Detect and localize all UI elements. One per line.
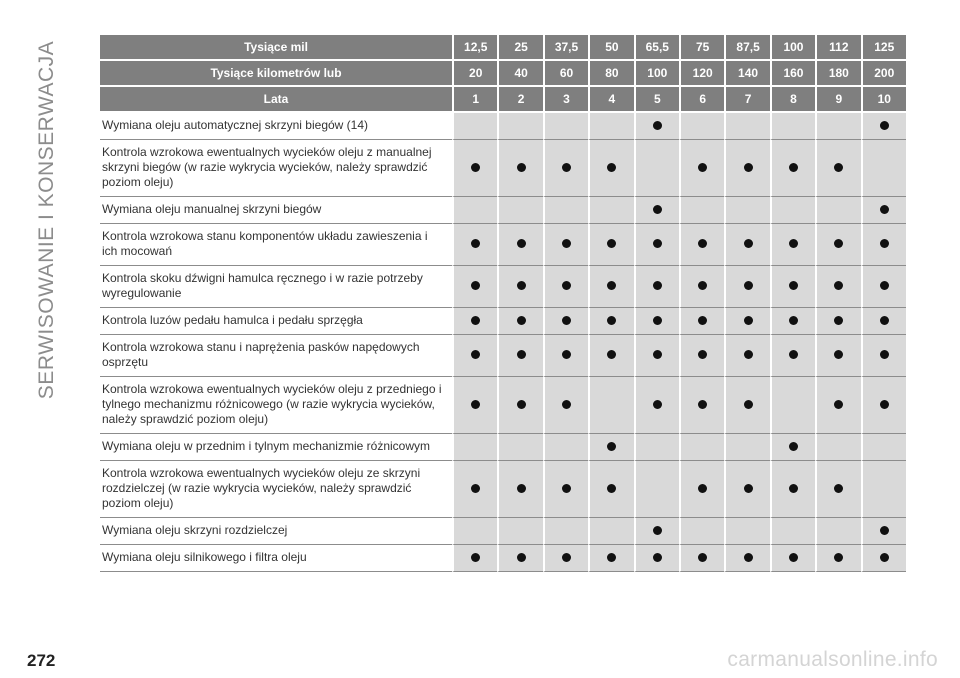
scheduled-dot-icon bbox=[562, 316, 571, 325]
schedule-cell bbox=[543, 461, 588, 518]
scheduled-dot-icon bbox=[562, 350, 571, 359]
schedule-cell bbox=[861, 308, 906, 335]
schedule-cell bbox=[770, 335, 815, 377]
schedule-cell bbox=[452, 434, 497, 461]
schedule-cell bbox=[452, 377, 497, 434]
header-interval-value: 1 bbox=[452, 87, 497, 113]
schedule-cell bbox=[815, 461, 860, 518]
header-interval-value: 10 bbox=[861, 87, 906, 113]
schedule-cell bbox=[497, 224, 542, 266]
scheduled-dot-icon bbox=[653, 526, 662, 535]
section-title: SERWISOWANIE I KONSERWACJA bbox=[35, 40, 59, 400]
scheduled-dot-icon bbox=[789, 350, 798, 359]
schedule-cell bbox=[588, 113, 633, 140]
scheduled-dot-icon bbox=[789, 163, 798, 172]
schedule-cell bbox=[588, 197, 633, 224]
scheduled-dot-icon bbox=[744, 400, 753, 409]
schedule-cell bbox=[861, 545, 906, 572]
schedule-cell bbox=[634, 113, 679, 140]
scheduled-dot-icon bbox=[834, 553, 843, 562]
scheduled-dot-icon bbox=[698, 484, 707, 493]
header-interval-value: 9 bbox=[815, 87, 860, 113]
schedule-cell bbox=[815, 266, 860, 308]
scheduled-dot-icon bbox=[880, 205, 889, 214]
schedule-cell bbox=[679, 461, 724, 518]
maintenance-task-label: Wymiana oleju silnikowego i filtra oleju bbox=[100, 545, 452, 572]
maintenance-task-label: Wymiana oleju skrzyni rozdzielczej bbox=[100, 518, 452, 545]
scheduled-dot-icon bbox=[471, 400, 480, 409]
header-interval-value: 125 bbox=[861, 35, 906, 61]
scheduled-dot-icon bbox=[517, 350, 526, 359]
maintenance-task-label: Kontrola wzrokowa stanu komponentów układu zawieszenia i ich mocowań bbox=[100, 224, 452, 266]
header-interval-value: 25 bbox=[497, 35, 542, 61]
schedule-cell bbox=[634, 308, 679, 335]
schedule-cell bbox=[543, 377, 588, 434]
schedule-cell bbox=[497, 335, 542, 377]
schedule-cell bbox=[497, 518, 542, 545]
schedule-cell bbox=[543, 197, 588, 224]
scheduled-dot-icon bbox=[880, 316, 889, 325]
schedule-cell bbox=[588, 518, 633, 545]
schedule-cell bbox=[452, 518, 497, 545]
scheduled-dot-icon bbox=[834, 239, 843, 248]
scheduled-dot-icon bbox=[471, 163, 480, 172]
table-row bbox=[100, 224, 906, 266]
header-row bbox=[100, 35, 906, 61]
scheduled-dot-icon bbox=[607, 553, 616, 562]
scheduled-dot-icon bbox=[789, 442, 798, 451]
schedule-cell bbox=[679, 308, 724, 335]
maintenance-task-label: Kontrola luzów pedału hamulca i pedału sprzęgła bbox=[100, 308, 452, 335]
schedule-cell bbox=[770, 197, 815, 224]
schedule-cell bbox=[543, 518, 588, 545]
scheduled-dot-icon bbox=[744, 163, 753, 172]
schedule-cell bbox=[770, 266, 815, 308]
header-interval-value: 20 bbox=[452, 61, 497, 87]
scheduled-dot-icon bbox=[698, 316, 707, 325]
schedule-cell bbox=[770, 308, 815, 335]
header-interval-value: 100 bbox=[770, 35, 815, 61]
schedule-cell bbox=[679, 140, 724, 197]
table-row bbox=[100, 308, 906, 335]
schedule-cell bbox=[634, 461, 679, 518]
scheduled-dot-icon bbox=[880, 553, 889, 562]
table-row bbox=[100, 545, 906, 572]
schedule-cell bbox=[452, 335, 497, 377]
schedule-cell bbox=[634, 518, 679, 545]
scheduled-dot-icon bbox=[744, 350, 753, 359]
schedule-cell bbox=[452, 140, 497, 197]
scheduled-dot-icon bbox=[607, 239, 616, 248]
scheduled-dot-icon bbox=[698, 350, 707, 359]
scheduled-dot-icon bbox=[744, 281, 753, 290]
scheduled-dot-icon bbox=[517, 281, 526, 290]
header-interval-value: 5 bbox=[634, 87, 679, 113]
schedule-cell bbox=[679, 434, 724, 461]
scheduled-dot-icon bbox=[789, 553, 798, 562]
scheduled-dot-icon bbox=[880, 121, 889, 130]
maintenance-task-label: Kontrola wzrokowa ewentualnych wycieków oleju z przedniego i tylnego mechanizmu różnicowego (w razie wykrycia wycieków, należy sprawdzić poziom oleju) bbox=[100, 377, 452, 434]
header-row-label: Lata bbox=[100, 87, 452, 113]
scheduled-dot-icon bbox=[834, 350, 843, 359]
scheduled-dot-icon bbox=[880, 239, 889, 248]
scheduled-dot-icon bbox=[698, 281, 707, 290]
scheduled-dot-icon bbox=[607, 163, 616, 172]
schedule-cell bbox=[679, 197, 724, 224]
schedule-cell bbox=[770, 113, 815, 140]
schedule-cell bbox=[497, 140, 542, 197]
maintenance-task-label: Kontrola wzrokowa ewentualnych wycieków oleju z manualnej skrzyni biegów (w razie wykrycia wycieków, należy sprawdzić poziom oleju) bbox=[100, 140, 452, 197]
schedule-cell bbox=[724, 197, 769, 224]
schedule-cell bbox=[815, 308, 860, 335]
table-row bbox=[100, 461, 906, 518]
scheduled-dot-icon bbox=[744, 239, 753, 248]
schedule-cell bbox=[770, 377, 815, 434]
schedule-cell bbox=[634, 377, 679, 434]
table-row bbox=[100, 113, 906, 140]
schedule-cell bbox=[770, 434, 815, 461]
scheduled-dot-icon bbox=[834, 281, 843, 290]
header-interval-value: 6 bbox=[679, 87, 724, 113]
schedule-cell bbox=[452, 266, 497, 308]
scheduled-dot-icon bbox=[880, 526, 889, 535]
schedule-cell bbox=[543, 308, 588, 335]
schedule-cell bbox=[724, 434, 769, 461]
schedule-cell bbox=[815, 224, 860, 266]
schedule-cell bbox=[724, 335, 769, 377]
schedule-cell bbox=[634, 545, 679, 572]
schedule-cell bbox=[588, 545, 633, 572]
scheduled-dot-icon bbox=[517, 316, 526, 325]
maintenance-schedule bbox=[100, 35, 906, 572]
header-interval-value: 4 bbox=[588, 87, 633, 113]
header-interval-value: 37,5 bbox=[543, 35, 588, 61]
schedule-cell bbox=[497, 434, 542, 461]
schedule-cell bbox=[452, 197, 497, 224]
scheduled-dot-icon bbox=[834, 163, 843, 172]
scheduled-dot-icon bbox=[562, 239, 571, 248]
schedule-cell bbox=[452, 545, 497, 572]
scheduled-dot-icon bbox=[698, 239, 707, 248]
maintenance-task-label: Kontrola wzrokowa ewentualnych wycieków oleju ze skrzyni rozdzielczej (w razie wykrycia wycieków, należy sprawdzić poziom oleju) bbox=[100, 461, 452, 518]
scheduled-dot-icon bbox=[744, 553, 753, 562]
schedule-cell bbox=[679, 545, 724, 572]
scheduled-dot-icon bbox=[562, 281, 571, 290]
schedule-cell bbox=[861, 335, 906, 377]
scheduled-dot-icon bbox=[834, 316, 843, 325]
schedule-cell bbox=[497, 113, 542, 140]
schedule-cell bbox=[815, 197, 860, 224]
scheduled-dot-icon bbox=[607, 316, 616, 325]
schedule-cell bbox=[815, 518, 860, 545]
schedule-cell bbox=[724, 461, 769, 518]
scheduled-dot-icon bbox=[789, 281, 798, 290]
scheduled-dot-icon bbox=[653, 553, 662, 562]
schedule-cell bbox=[861, 197, 906, 224]
section-title-vertical bbox=[27, 30, 67, 410]
table-row bbox=[100, 335, 906, 377]
schedule-cell bbox=[452, 113, 497, 140]
schedule-cell bbox=[497, 266, 542, 308]
schedule-cell bbox=[724, 377, 769, 434]
header-interval-value: 160 bbox=[770, 61, 815, 87]
schedule-cell bbox=[452, 461, 497, 518]
table-row bbox=[100, 197, 906, 224]
table-row bbox=[100, 434, 906, 461]
scheduled-dot-icon bbox=[471, 316, 480, 325]
schedule-cell bbox=[861, 518, 906, 545]
maintenance-task-label: Wymiana oleju automatycznej skrzyni biegów (14) bbox=[100, 113, 452, 140]
schedule-cell bbox=[861, 434, 906, 461]
scheduled-dot-icon bbox=[562, 484, 571, 493]
schedule-cell bbox=[724, 545, 769, 572]
schedule-cell bbox=[588, 140, 633, 197]
schedule-cell bbox=[724, 308, 769, 335]
schedule-cell bbox=[724, 266, 769, 308]
scheduled-dot-icon bbox=[607, 442, 616, 451]
header-row-label: Tysiące mil bbox=[100, 35, 452, 61]
header-interval-value: 65,5 bbox=[634, 35, 679, 61]
schedule-cell bbox=[679, 518, 724, 545]
schedule-cell bbox=[815, 335, 860, 377]
table-body bbox=[100, 113, 906, 572]
schedule-cell bbox=[770, 140, 815, 197]
schedule-cell bbox=[770, 545, 815, 572]
schedule-cell bbox=[770, 518, 815, 545]
schedule-cell bbox=[634, 434, 679, 461]
header-interval-value: 112 bbox=[815, 35, 860, 61]
scheduled-dot-icon bbox=[471, 281, 480, 290]
schedule-cell bbox=[679, 113, 724, 140]
table-row bbox=[100, 140, 906, 197]
schedule-cell bbox=[861, 224, 906, 266]
schedule-cell bbox=[679, 335, 724, 377]
scheduled-dot-icon bbox=[789, 484, 798, 493]
scheduled-dot-icon bbox=[562, 553, 571, 562]
scheduled-dot-icon bbox=[653, 350, 662, 359]
maintenance-task-label: Kontrola wzrokowa stanu i naprężenia pasków napędowych osprzętu bbox=[100, 335, 452, 377]
header-row bbox=[100, 87, 906, 113]
table-row bbox=[100, 266, 906, 308]
scheduled-dot-icon bbox=[562, 163, 571, 172]
schedule-cell bbox=[588, 377, 633, 434]
scheduled-dot-icon bbox=[653, 121, 662, 130]
header-row bbox=[100, 61, 906, 87]
schedule-cell bbox=[815, 434, 860, 461]
table-header bbox=[100, 35, 906, 113]
scheduled-dot-icon bbox=[471, 484, 480, 493]
header-interval-value: 140 bbox=[724, 61, 769, 87]
header-interval-value: 80 bbox=[588, 61, 633, 87]
schedule-cell bbox=[634, 140, 679, 197]
schedule-cell bbox=[543, 140, 588, 197]
scheduled-dot-icon bbox=[607, 350, 616, 359]
header-interval-value: 200 bbox=[861, 61, 906, 87]
header-interval-value: 60 bbox=[543, 61, 588, 87]
schedule-cell bbox=[815, 140, 860, 197]
header-interval-value: 100 bbox=[634, 61, 679, 87]
schedule-cell bbox=[861, 461, 906, 518]
scheduled-dot-icon bbox=[517, 553, 526, 562]
schedule-cell bbox=[452, 224, 497, 266]
schedule-cell bbox=[861, 113, 906, 140]
table-row bbox=[100, 518, 906, 545]
header-interval-value: 12,5 bbox=[452, 35, 497, 61]
scheduled-dot-icon bbox=[653, 205, 662, 214]
scheduled-dot-icon bbox=[698, 163, 707, 172]
header-interval-value: 7 bbox=[724, 87, 769, 113]
header-row-label: Tysiące kilometrów lub bbox=[100, 61, 452, 87]
scheduled-dot-icon bbox=[653, 400, 662, 409]
schedule-cell bbox=[679, 377, 724, 434]
schedule-cell bbox=[543, 335, 588, 377]
maintenance-task-label: Wymiana oleju w przednim i tylnym mechanizmie różnicowym bbox=[100, 434, 452, 461]
schedule-cell bbox=[452, 308, 497, 335]
schedule-cell bbox=[497, 377, 542, 434]
schedule-cell bbox=[770, 461, 815, 518]
schedule-cell bbox=[588, 335, 633, 377]
schedule-cell bbox=[724, 224, 769, 266]
scheduled-dot-icon bbox=[880, 400, 889, 409]
scheduled-dot-icon bbox=[517, 400, 526, 409]
schedule-cell bbox=[497, 461, 542, 518]
maintenance-task-label: Kontrola skoku dźwigni hamulca ręcznego i w razie potrzeby wyregulowanie bbox=[100, 266, 452, 308]
schedule-cell bbox=[679, 224, 724, 266]
schedule-cell bbox=[861, 377, 906, 434]
schedule-cell bbox=[497, 308, 542, 335]
schedule-cell bbox=[724, 518, 769, 545]
scheduled-dot-icon bbox=[834, 400, 843, 409]
schedule-cell bbox=[634, 224, 679, 266]
scheduled-dot-icon bbox=[653, 239, 662, 248]
header-interval-value: 8 bbox=[770, 87, 815, 113]
header-interval-value: 50 bbox=[588, 35, 633, 61]
schedule-cell bbox=[543, 434, 588, 461]
scheduled-dot-icon bbox=[789, 239, 798, 248]
schedule-cell bbox=[497, 545, 542, 572]
scheduled-dot-icon bbox=[698, 400, 707, 409]
scheduled-dot-icon bbox=[789, 316, 798, 325]
scheduled-dot-icon bbox=[698, 553, 707, 562]
schedule-cell bbox=[588, 266, 633, 308]
schedule-cell bbox=[543, 224, 588, 266]
schedule-cell bbox=[543, 545, 588, 572]
header-interval-value: 180 bbox=[815, 61, 860, 87]
header-interval-value: 120 bbox=[679, 61, 724, 87]
schedule-cell bbox=[497, 197, 542, 224]
table-row bbox=[100, 377, 906, 434]
scheduled-dot-icon bbox=[471, 553, 480, 562]
header-interval-value: 87,5 bbox=[724, 35, 769, 61]
schedule-cell bbox=[543, 266, 588, 308]
scheduled-dot-icon bbox=[880, 281, 889, 290]
schedule-cell bbox=[724, 113, 769, 140]
schedule-cell bbox=[588, 461, 633, 518]
schedule-cell bbox=[543, 113, 588, 140]
scheduled-dot-icon bbox=[517, 484, 526, 493]
scheduled-dot-icon bbox=[517, 239, 526, 248]
header-interval-value: 40 bbox=[497, 61, 542, 87]
schedule-cell bbox=[815, 113, 860, 140]
maintenance-table bbox=[100, 35, 906, 572]
watermark: carmanualsonline.info bbox=[727, 648, 938, 671]
scheduled-dot-icon bbox=[744, 316, 753, 325]
scheduled-dot-icon bbox=[880, 350, 889, 359]
schedule-cell bbox=[634, 335, 679, 377]
maintenance-task-label: Wymiana oleju manualnej skrzyni biegów bbox=[100, 197, 452, 224]
scheduled-dot-icon bbox=[517, 163, 526, 172]
schedule-cell bbox=[634, 197, 679, 224]
schedule-cell bbox=[588, 434, 633, 461]
schedule-cell bbox=[724, 140, 769, 197]
scheduled-dot-icon bbox=[834, 484, 843, 493]
header-interval-value: 75 bbox=[679, 35, 724, 61]
scheduled-dot-icon bbox=[653, 281, 662, 290]
schedule-cell bbox=[815, 377, 860, 434]
schedule-cell bbox=[679, 266, 724, 308]
header-interval-value: 2 bbox=[497, 87, 542, 113]
schedule-cell bbox=[588, 308, 633, 335]
page-number: 272 bbox=[27, 651, 56, 670]
scheduled-dot-icon bbox=[471, 239, 480, 248]
scheduled-dot-icon bbox=[471, 350, 480, 359]
schedule-cell bbox=[588, 224, 633, 266]
schedule-cell bbox=[861, 140, 906, 197]
schedule-cell bbox=[634, 266, 679, 308]
header-interval-value: 3 bbox=[543, 87, 588, 113]
scheduled-dot-icon bbox=[653, 316, 662, 325]
schedule-cell bbox=[815, 545, 860, 572]
scheduled-dot-icon bbox=[562, 400, 571, 409]
schedule-cell bbox=[861, 266, 906, 308]
scheduled-dot-icon bbox=[607, 281, 616, 290]
scheduled-dot-icon bbox=[607, 484, 616, 493]
scheduled-dot-icon bbox=[744, 484, 753, 493]
schedule-cell bbox=[770, 224, 815, 266]
